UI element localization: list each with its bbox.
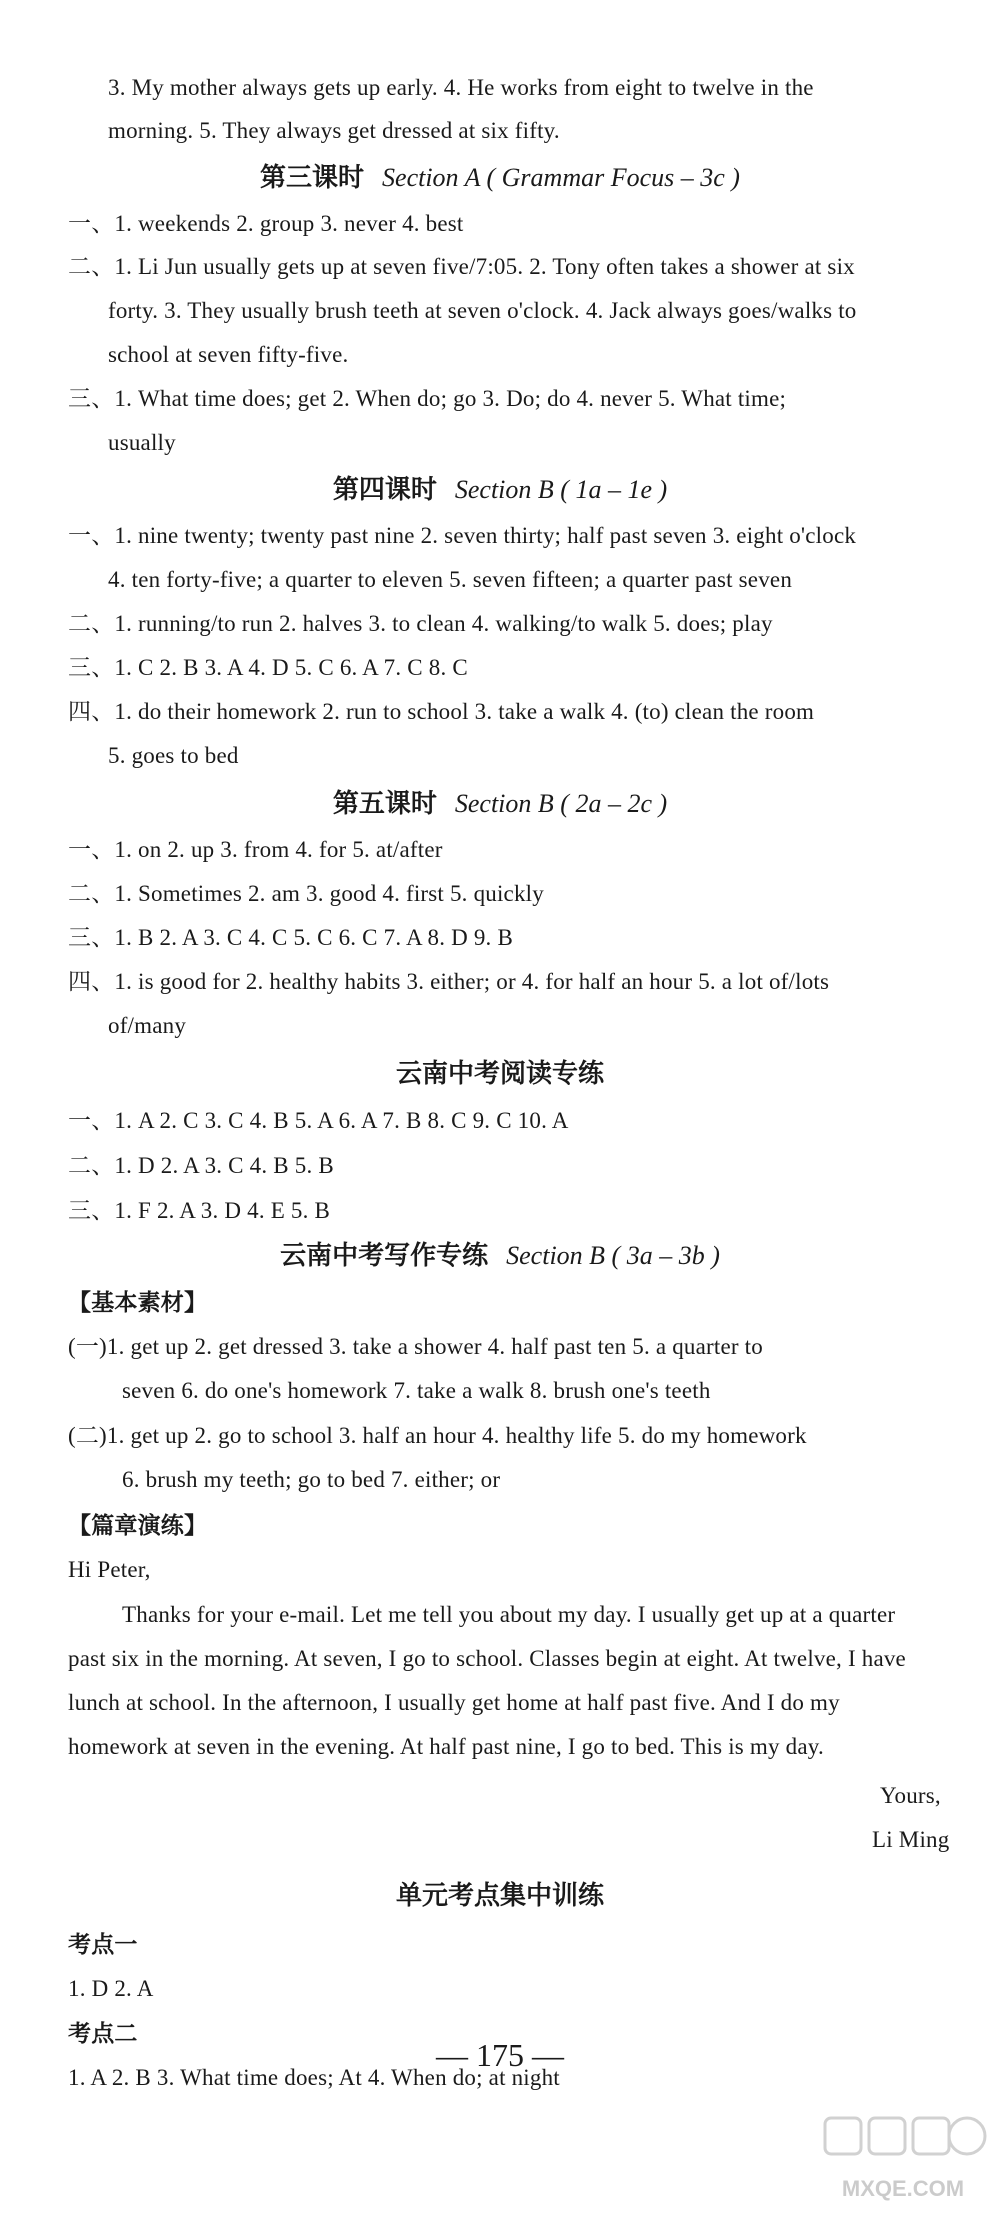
answer-line: (二)1. get up 2. go to school 3. half an hour 4. healthy life 5. do my homework [68, 1423, 807, 1448]
section-label: 【篇章演练】 [68, 1513, 208, 1538]
section-label: 考点一 [68, 1932, 138, 1957]
answer-line: 三、1. C 2. B 3. A 4. D 5. C 6. A 7. C 8. C [68, 655, 468, 680]
answer-line: Yours, [880, 1783, 941, 1808]
answer-line: homework at seven in the evening. At half past nine, I go to bed. This is my day. [68, 1734, 824, 1759]
answer-line: 四、1. is good for 2. healthy habits 3. either; or 4. for half an hour 5. a lot of/lots [68, 969, 830, 994]
heading-title: 云南中考写作专练 [280, 1241, 489, 1270]
answer-line: 三、1. F 2. A 3. D 4. E 5. B [68, 1198, 331, 1223]
answer-line: seven 6. do one's homework 7. take a walk 8. brush one's teeth [122, 1378, 711, 1403]
heading-title: 第五课时 [332, 789, 437, 818]
page-number: — 175 — [436, 2037, 564, 2073]
section-heading [0, 161, 1000, 195]
answer-line: 二、1. running/to run 2. halves 3. to clean 4. walking/to walk 5. does; play [68, 611, 773, 636]
answer-line: 二、1. D 2. A 3. C 4. B 5. B [68, 1153, 334, 1178]
heading-section: Section B ( 3a – 3b ) [506, 1241, 720, 1270]
section-heading [0, 787, 1000, 821]
heading-title: 第四课时 [332, 475, 437, 504]
answer-line: lunch at school. In the afternoon, I usually get home at half past five. And I do my [68, 1690, 840, 1715]
heading-title: 第三课时 [260, 163, 365, 192]
answer-line: 1. A 2. B 3. What time does; At 4. When do; at night [68, 2065, 560, 2090]
answer-line: 四、1. do their homework 2. run to school 3. take a walk 4. (to) clean the room [68, 699, 815, 724]
answer-line: 5. goes to bed [108, 743, 239, 768]
heading-section: Section B ( 2a – 2c ) [454, 789, 668, 818]
section-heading [0, 1879, 1000, 1913]
watermark-text: MXQE.COM [841, 2176, 965, 2201]
heading-title: 单元考点集中训练 [395, 1881, 604, 1910]
answer-line: 一、1. weekends 2. group 3. never 4. best [68, 211, 464, 236]
watermark-logo [815, 2110, 990, 2210]
answer-line: 6. brush my teeth; go to bed 7. either; or [122, 1467, 501, 1492]
answer-line: 3. My mother always gets up early. 4. He works from eight to twelve in the [108, 75, 814, 100]
answer-line: Hi Peter, [68, 1557, 151, 1582]
answer-line: 一、1. A 2. C 3. C 4. B 5. A 6. A 7. B 8. C 9. C 10. A [68, 1108, 569, 1133]
section-label: 考点二 [68, 2021, 138, 2046]
answer-line: morning. 5. They always get dressed at six fifty. [108, 118, 560, 143]
answer-line: 一、1. on 2. up 3. from 4. for 5. at/after [68, 837, 443, 862]
answer-line: 三、1. What time does; get 2. When do; go 3. Do; do 4. never 5. What time; [68, 386, 787, 411]
answer-line: 4. ten forty-five; a quarter to eleven 5. seven fifteen; a quarter past seven [108, 567, 793, 592]
answer-line: 一、1. nine twenty; twenty past nine 2. seven thirty; half past seven 3. eight o'clock [68, 523, 857, 548]
section-heading [0, 1057, 1000, 1091]
heading-title: 云南中考阅读专练 [395, 1059, 604, 1088]
answer-line: 二、1. Li Jun usually gets up at seven five/7:05. 2. Tony often takes a shower at six [68, 254, 855, 279]
heading-section: Section B ( 1a – 1e ) [454, 475, 668, 504]
section-heading [0, 473, 1000, 507]
heading-section: Section A ( Grammar Focus – 3c ) [382, 163, 740, 192]
answer-line: school at seven fifty-five. [108, 342, 349, 367]
answer-line: past six in the morning. At seven, I go to school. Classes begin at eight. At twelve, I have [68, 1646, 906, 1671]
answer-line: 1. D 2. A [68, 1976, 154, 2001]
answer-line: usually [108, 430, 176, 455]
answer-line: Thanks for your e-mail. Let me tell you about my day. I usually get up at a quarter [122, 1602, 896, 1627]
section-label: 【基本素材】 [68, 1290, 208, 1315]
section-heading [0, 1239, 1000, 1273]
answer-line: 二、1. Sometimes 2. am 3. good 4. first 5. quickly [68, 881, 544, 906]
answer-line: of/many [108, 1013, 187, 1038]
answer-line: (一)1. get up 2. get dressed 3. take a shower 4. half past ten 5. a quarter to [68, 1334, 763, 1359]
answer-line: 三、1. B 2. A 3. C 4. C 5. C 6. C 7. A 8. D 9. B [68, 925, 513, 950]
answer-line: Li Ming [872, 1827, 950, 1852]
answer-line: forty. 3. They usually brush teeth at seven o'clock. 4. Jack always goes/walks to [108, 298, 857, 323]
